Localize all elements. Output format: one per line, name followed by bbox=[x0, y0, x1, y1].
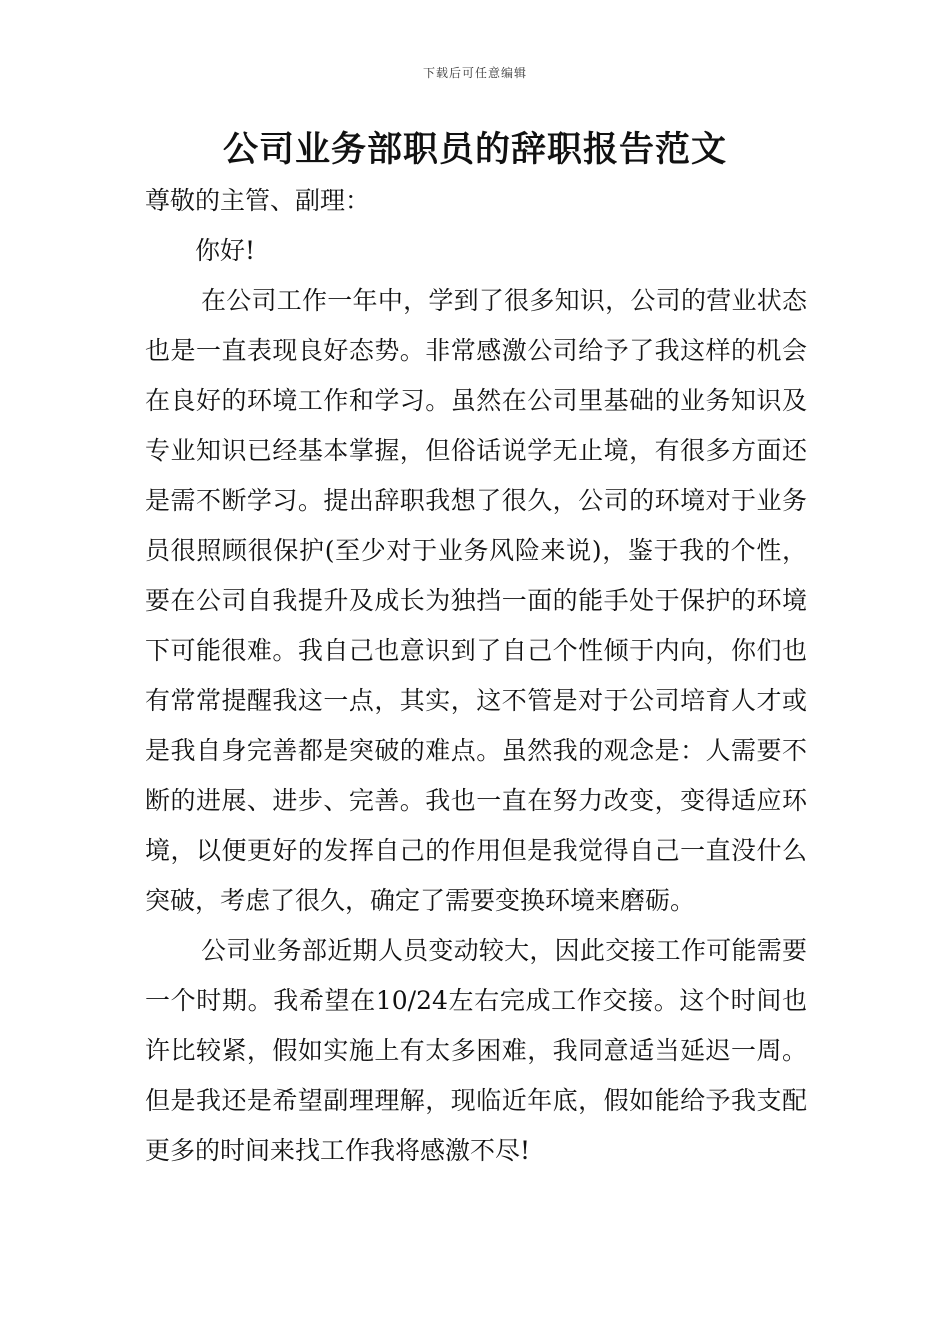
letter-body bbox=[145, 176, 807, 1176]
greeting: 你好! bbox=[195, 236, 256, 265]
salutation: 尊敬的主管、副理： bbox=[145, 186, 371, 215]
paragraph-resignation-reason: 在公司工作一年中，学到了很多知识，公司的营业状态也是一直表现良好态势。非常感激公司给予了我这样的机会在良好的环境工作和学习。虽然在公司里基础的业务知识及专业知识已经基本掌握，但俗话说学无止境，有很多方面还是需不断学习。提出辞职我想了很久，公司的环境对于业务员很照顾很保护(至少对于业务风险来说)，鉴于我的个性，要在公司自我提升及成长为独挡一面的能手处于保护的环境下可能很难。我自己也意识到了自己个性倾于内向，你们也有常常提醒我这一点，其实，这不管是对于公司培育人才或是我自身完善都是突破的难点。虽然我的观念是：人需要不断的进展、进步、完善。我也一直在努力改变，变得适应环境，以便更好的发挥自己的作用但是我觉得自己一直没什么突破，考虑了很久，确定了需要变换环境来磨砺。 bbox=[145, 286, 807, 915]
paragraph-handover-plan: 公司业务部近期人员变动较大，因此交接工作可能需要一个时期。我希望在10/24左右完成工作交接。这个时间也许比较紧，假如实施上有太多困难，我同意适当延迟一周。但是我还是希望副理理解，现临近年底，假如能给予我支配更多的时间来找工作我将感激不尽! bbox=[145, 936, 807, 1165]
document-title: 公司业务部职员的辞职报告范文 bbox=[222, 130, 727, 170]
header-note: 下载后可任意编辑 bbox=[422, 66, 527, 80]
